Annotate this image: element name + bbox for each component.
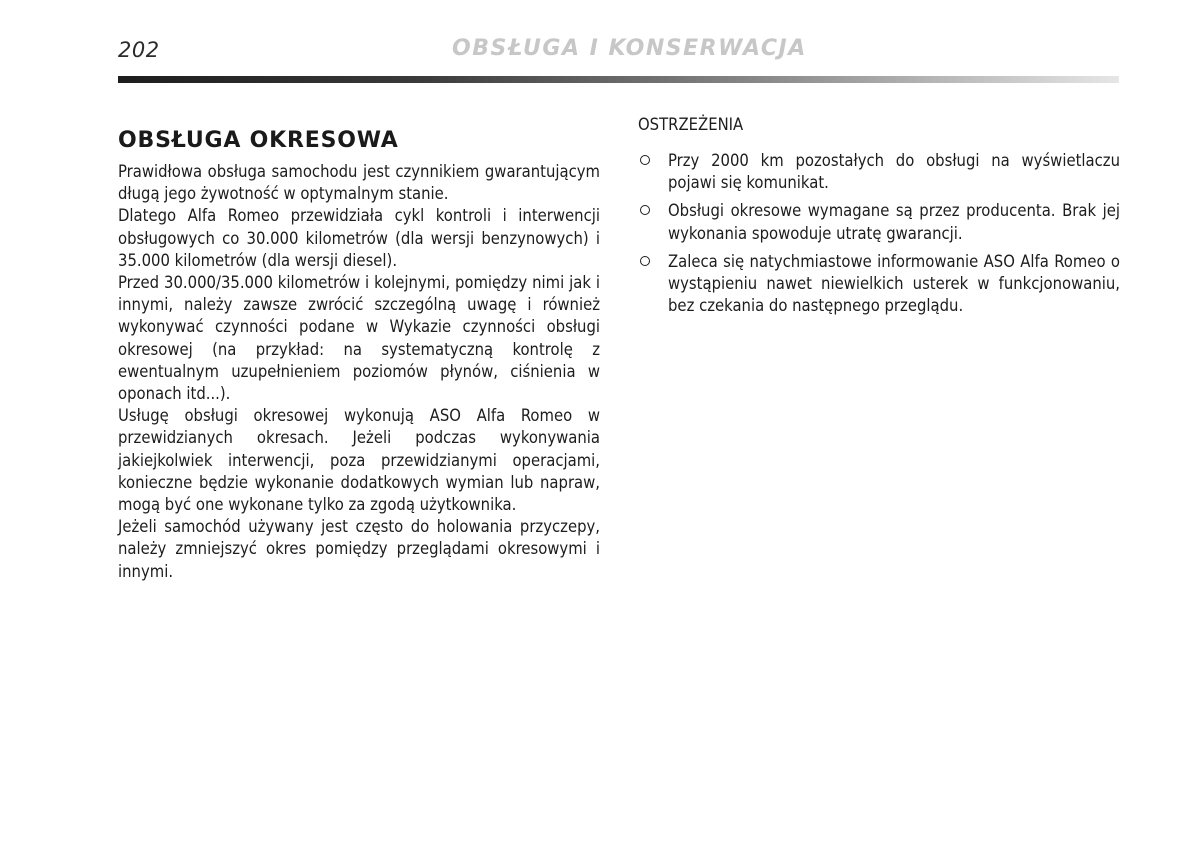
circle-bullet-icon	[640, 155, 650, 165]
paragraph-intro: Prawidłowa obsługa samochodu jest czynnikiem gwarantującym długą jego żywotność w optymalnym stanie.	[118, 162, 600, 204]
warning-text: Obsługi okresowe wymagane są przez producenta. Brak jej wykonania spowoduje utratę gwarancji.	[668, 201, 1120, 243]
warning-item	[638, 150, 1120, 194]
paragraph-trailer-towing: Jeżeli samochód używany jest często do holowania przyczepy, należy zmniejszyć okres pomiędzy przeglądami okresowymi i innymi.	[118, 517, 600, 581]
circle-bullet-icon	[640, 256, 650, 266]
warnings-column	[638, 114, 1120, 323]
main-heading: OBSŁUGA OKRESOWA	[118, 127, 399, 153]
warnings-list	[638, 150, 1120, 317]
header-divider-bar	[118, 76, 1119, 83]
paragraph-aso-service: Usługę obsługi okresowej wykonują ASO Alfa Romeo w przewidzianych okresach. Jeżeli podczas wykonywania jakiejkolwiek interwencji, poza przewidzianymi operacjami, konieczne będzie wykonanie dodatkowych wymian lub napraw, mogą być one wykonane tylko za zgodą użytkownika.	[118, 406, 600, 515]
warning-text: Zaleca się natychmiastowe informowanie ASO Alfa Romeo o wystąpieniu nawet niewielkich usterek w funkcjonowaniu, bez czekania do następnego przeglądu.	[668, 251, 1120, 316]
warning-item	[638, 200, 1120, 244]
warning-item	[638, 251, 1120, 318]
section-title: OBSŁUGA I KONSERWACJA	[452, 36, 807, 61]
paragraph-service-interval: Dlatego Alfa Romeo przewidziała cykl kontroli i interwencji obsługowych co 30.000 kilometrów (dla wersji benzynowych) i 35.000 kilometrów (dla wersji diesel).	[118, 206, 600, 270]
warnings-heading: OSTRZEŻENIA	[638, 115, 744, 134]
main-text-column	[118, 161, 600, 583]
warning-text: Przy 2000 km pozostałych do obsługi na wyświetlaczu pojawi się komunikat.	[668, 151, 1120, 193]
page-number: 202	[118, 38, 160, 62]
circle-bullet-icon	[640, 205, 650, 215]
paragraph-between-services: Przed 30.000/35.000 kilometrów i kolejnymi, pomiędzy nimi jak i innymi, należy zawsze zwrócić szczególną uwagę i również wykonywać czynności podane w Wykazie czynności obsługi okresowej (na przykład: na systematyczną kontrolę z ewentualnym uzupełnieniem poziomów płynów, ciśnienia w oponach itd...).	[118, 273, 600, 404]
